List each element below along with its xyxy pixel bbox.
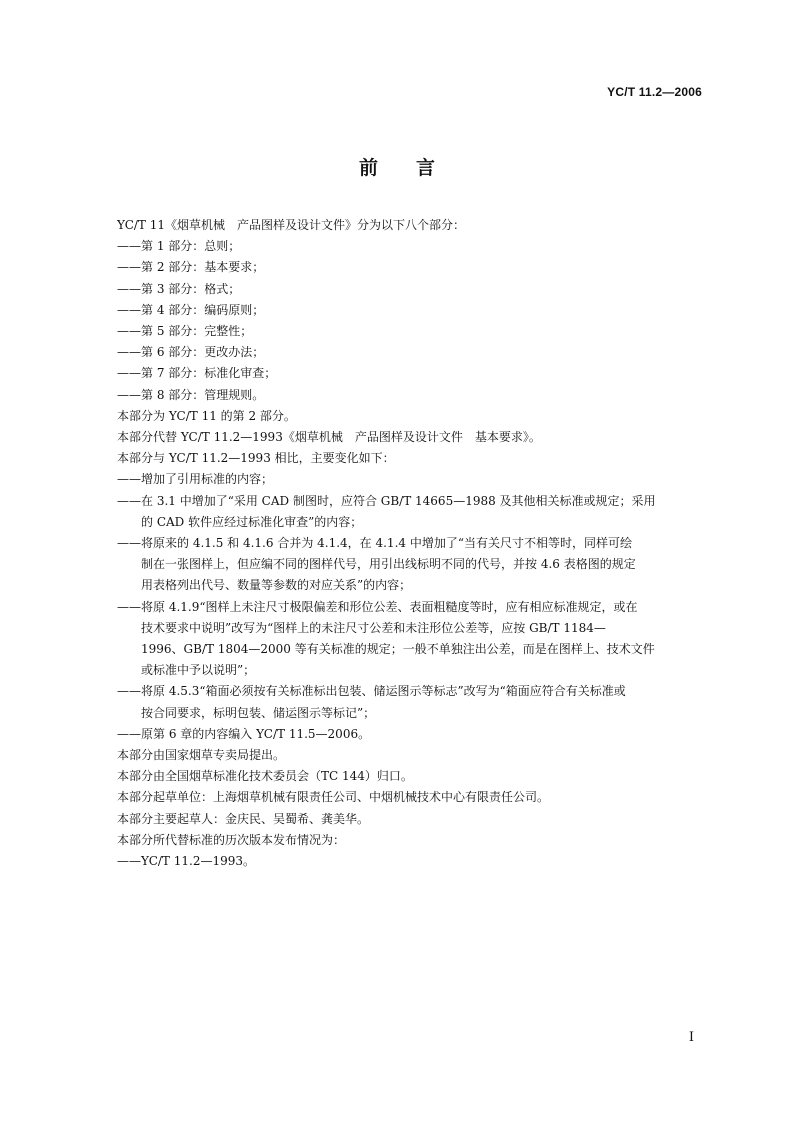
change-list-item: ——增加了引用标准的内容；: [117, 472, 274, 487]
change-list-item: [117, 533, 712, 597]
change-text-line: 将原 4.5.3“箱面必须按有关标准标出包装、储运图示等标志”改写为“箱面应符合有关标准或: [141, 684, 626, 699]
change-text-line: 将原 4.1.9“图样上未注尺寸极限偏差和形位公差、表面粗糙度等时，应有相应标准规定，或在: [141, 599, 638, 614]
paragraph: 本部分起草单位：上海烟草机械有限责任公司、中烟机械技术中心有限责任公司。: [117, 790, 550, 805]
change-text-line: 在 3.1 中增加了“采用 CAD 制图时，应符合 GB/T 14665—1988 及其他相关标准或规定；采用: [141, 493, 656, 508]
part-list-item: ——第 8 部分：管理规则。: [117, 387, 265, 402]
paragraph: 本部分由全国烟草标准化技术委员会（TC 144）归口。: [117, 769, 413, 784]
part-list-item: ——第 4 部分：编码原则；: [117, 302, 265, 317]
change-list-item: [117, 724, 712, 745]
history-list-item: ——YC/T 11.2—1993。: [117, 854, 256, 869]
part-list-item: ——第 5 部分：完整性；: [117, 324, 253, 339]
paragraph: 本部分代替 YC/T 11.2—1993《烟草机械 产品图样及设计文件 基本要求》。: [117, 430, 541, 445]
page-number: I: [688, 1030, 694, 1045]
page-title: [0, 153, 794, 180]
list-dash: ——: [117, 684, 141, 699]
change-text-line: 或标准中予以说明”；: [141, 663, 256, 678]
paragraph: 本部分由国家烟草专卖局提出。: [117, 748, 286, 763]
list-dash: ——: [117, 536, 141, 551]
change-text-line: 制在一张图样上，但应编不同的图样代号，用引出线标明不同的代号，并按 4.6 表格图的规定: [141, 557, 636, 572]
list-dash: ——: [117, 599, 141, 614]
paragraph: 本部分与 YC/T 11.2—1993 相比，主要变化如下：: [117, 451, 395, 466]
change-text-line: 将原来的 4.1.5 和 4.1.6 合并为 4.1.4，在 4.1.4 中增加了“当有关尺寸不相等时，同样可绘: [141, 536, 632, 551]
list-dash: ——: [117, 493, 141, 508]
part-list-item: ——第 2 部分：基本要求；: [117, 260, 265, 275]
change-list-item: [117, 491, 712, 533]
paragraph: 本部分为 YC/T 11 的第 2 部分。: [117, 408, 296, 423]
standard-code: YC/T 11.2—2006: [607, 85, 702, 99]
change-text-line: 按合同要求，标明包装、储运图示等标记”；: [141, 705, 376, 720]
part-list-item: ——第 1 部分：总则；: [117, 239, 241, 254]
paragraph: 本部分所代替标准的历次版本发布情况为：: [117, 832, 346, 847]
foreword-body: [117, 215, 712, 872]
change-text-line: 1996、GB/T 1804—2000 等有关标准的规定；一般不单独注出公差，而是在图样上、技术文件: [141, 642, 655, 657]
paragraph: 本部分主要起草人：金庆民、吴蜀希、龚美华。: [117, 811, 370, 826]
change-text-line: 的 CAD 软件应经过标准化审查”的内容；: [141, 514, 363, 529]
change-list-item: [117, 597, 712, 682]
title-char-1: 前: [358, 157, 378, 179]
change-text-line: 技术要求中说明”改写为“图样上的未注尺寸公差和未注形位公差等，应按 GB/T 1184—: [141, 620, 606, 635]
part-list-item: ——第 7 部分：标准化审查；: [117, 366, 277, 381]
change-list-item: [117, 681, 712, 723]
part-list-item: ——第 6 部分：更改办法；: [117, 345, 265, 360]
part-list-item: ——第 3 部分：格式；: [117, 281, 241, 296]
title-char-2: 言: [416, 157, 436, 179]
change-text-line: 原第 6 章的内容编入 YC/T 11.5—2006。: [141, 726, 371, 741]
change-text-line: 用表格列出代号、数量等参数的对应关系”的内容；: [141, 578, 412, 593]
intro-line: YC/T 11《烟草机械 产品图样及设计文件》分为以下八个部分：: [117, 218, 466, 232]
list-dash: ——: [117, 726, 141, 741]
